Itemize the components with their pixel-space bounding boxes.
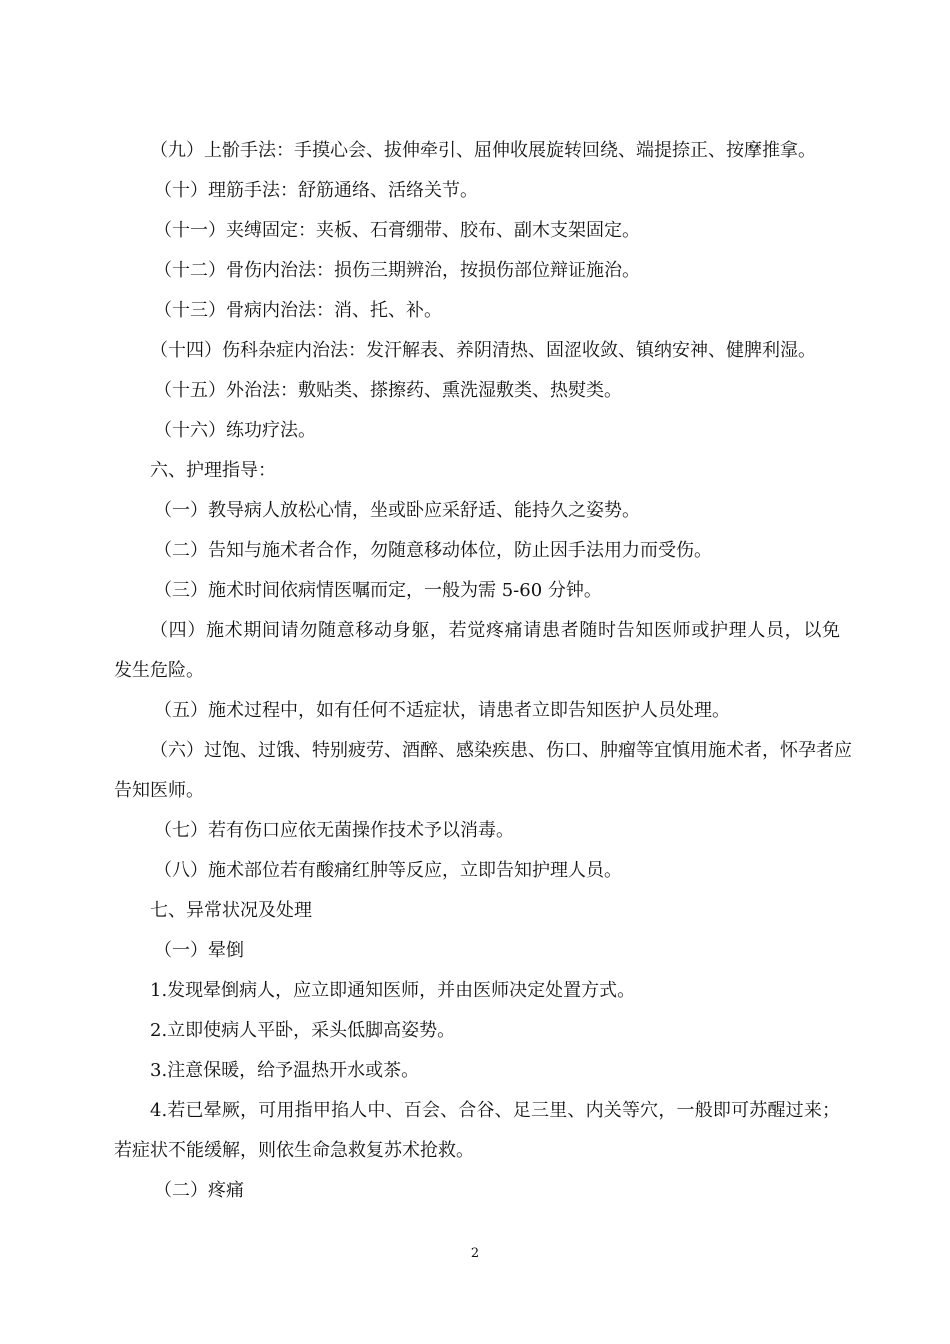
paragraph-15-external-treatment: （十五）外治法：敷贴类、搽擦药、熏洗湿敷类、热熨类。 — [154, 380, 622, 401]
paragraph-13-bone-disease-internal: （十三）骨病内治法：消、托、补。 — [154, 300, 442, 321]
nursing-item-3: （三）施术时间依病情医嘱而定，一般为需 5-60 分钟。 — [154, 580, 602, 601]
paragraph-14-misc-internal: （十四）伤科杂症内治法：发汗解表、养阴清热、固涩收敛、镇纳安神、健脾利湿。 — [150, 340, 816, 361]
subsection-pain-heading: （二）疼痛 — [154, 1180, 244, 1201]
nursing-item-1: （一）教导病人放松心情，坐或卧应采舒适、能持久之姿势。 — [154, 500, 640, 521]
nursing-item-7: （七）若有伤口应依无菌操作技术予以消毒。 — [154, 820, 514, 841]
fainting-step-4-line-2: 若症状不能缓解，则依生命急救复苏术抢救。 — [114, 1140, 474, 1161]
nursing-item-5: （五）施术过程中，如有任何不适症状，请患者立即告知医护人员处理。 — [154, 700, 730, 721]
nursing-item-4-line-1: （四）施术期间请勿随意移动身躯，若觉疼痛请患者随时告知医师或护理人员，以免 — [150, 620, 840, 641]
nursing-item-2: （二）告知与施术者合作，勿随意移动体位，防止因手法用力而受伤。 — [154, 540, 712, 561]
paragraph-11-splint-fixation: （十一）夹缚固定：夹板、石膏绷带、胶布、副木支架固定。 — [154, 220, 640, 241]
section-6-nursing-heading: 六、护理指导： — [150, 460, 276, 481]
paragraph-9-reduction-technique: （九）上骱手法：手摸心会、拔伸牵引、屈伸收展旋转回绕、端提捺正、按摩推拿。 — [150, 140, 816, 161]
nursing-item-6-line-2: 告知医师。 — [114, 780, 204, 801]
nursing-item-6-line-1: （六）过饱、过饿、特别疲劳、酒醉、感染疾患、伤口、肿瘤等宜慎用施术者，怀孕者应 — [150, 740, 852, 761]
paragraph-12-bone-injury-internal: （十二）骨伤内治法：损伤三期辨治，按损伤部位辩证施治。 — [154, 260, 640, 281]
paragraph-10-tendon-technique: （十）理筋手法：舒筋通络、活络关节。 — [154, 180, 478, 201]
fainting-step-1: 1.发现晕倒病人，应立即通知医师，并由医师决定处置方式。 — [150, 980, 636, 1001]
nursing-item-4-line-2: 发生危险。 — [114, 660, 204, 681]
section-7-abnormal-heading: 七、异常状况及处理 — [150, 900, 312, 921]
nursing-item-8: （八）施术部位若有酸痛红肿等反应，立即告知护理人员。 — [154, 860, 622, 881]
fainting-step-2: 2.立即使病人平卧，采头低脚高姿势。 — [150, 1020, 456, 1041]
page-number: 2 — [470, 1246, 480, 1261]
fainting-step-4-line-1: 4.若已晕厥，可用指甲掐人中、百会、合谷、足三里、内关等穴，一般即可苏醒过来； — [150, 1100, 840, 1121]
fainting-step-3: 3.注意保暖，给予温热开水或茶。 — [150, 1060, 420, 1081]
paragraph-16-exercise-therapy: （十六）练功疗法。 — [154, 420, 316, 441]
subsection-fainting-heading: （一）晕倒 — [154, 940, 244, 961]
